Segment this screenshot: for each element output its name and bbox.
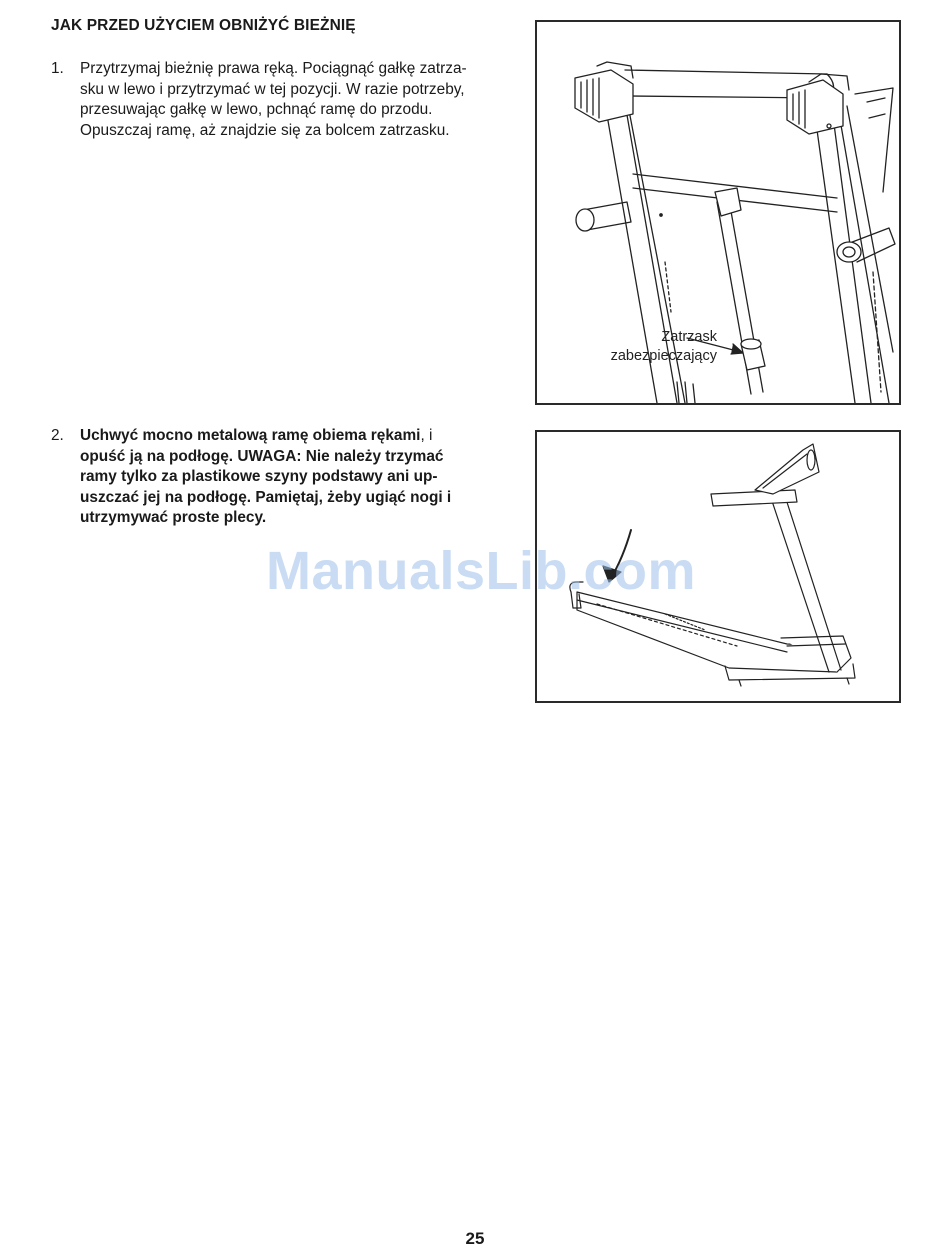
step-text bbox=[80, 59, 516, 141]
figure-latch-closeup bbox=[535, 20, 901, 405]
step-number: 1. bbox=[51, 60, 64, 77]
step-text-line: ramy tylko za plastikowe szyny podstawy ani up- bbox=[80, 468, 438, 485]
step-text-line: uszczać jej na podłogę. Pamiętaj, żeby ugiąć nogi i bbox=[80, 488, 452, 506]
step-text-line: sku w lewo i przytrzymać w tej pozycji. W razie potrzeby, bbox=[80, 80, 465, 98]
step-text-line bbox=[80, 426, 516, 447]
callout-line: zabezpieczający bbox=[610, 348, 717, 364]
step-number: 2. bbox=[51, 427, 64, 444]
step-text-line: Przytrzymaj bieżnię prawa ręką. Pociągnąć gałkę zatrza- bbox=[80, 60, 467, 77]
step-text-line: przesuwając gałkę w lewo, pchnąć ramę do przodu. bbox=[80, 101, 433, 118]
step-text-line: opuść ją na podłogę. UWAGA: Nie należy trzymać bbox=[80, 447, 444, 465]
callout-line: Zatrzask bbox=[661, 329, 717, 345]
watermark: ManualsLib.com bbox=[266, 541, 697, 601]
step-text-line: Opuszczaj ramę, aż znajdzie się za bolcem zatrzasku. bbox=[80, 121, 450, 139]
step-text-line: utrzymywać proste plecy. bbox=[80, 509, 267, 526]
step-1 bbox=[51, 59, 516, 141]
step-text bbox=[80, 426, 516, 529]
step-2 bbox=[51, 426, 516, 529]
page-number: 25 bbox=[465, 1229, 485, 1248]
step-text-plain: , i bbox=[420, 427, 433, 444]
section-heading: JAK PRZED UŻYCIEM OBNIŻYĆ BIEŻNIĘ bbox=[51, 17, 356, 34]
step-text-bold: Uchwyć mocno metalową ramę obiema rękami bbox=[80, 427, 421, 444]
latch-callout-label bbox=[577, 328, 717, 366]
